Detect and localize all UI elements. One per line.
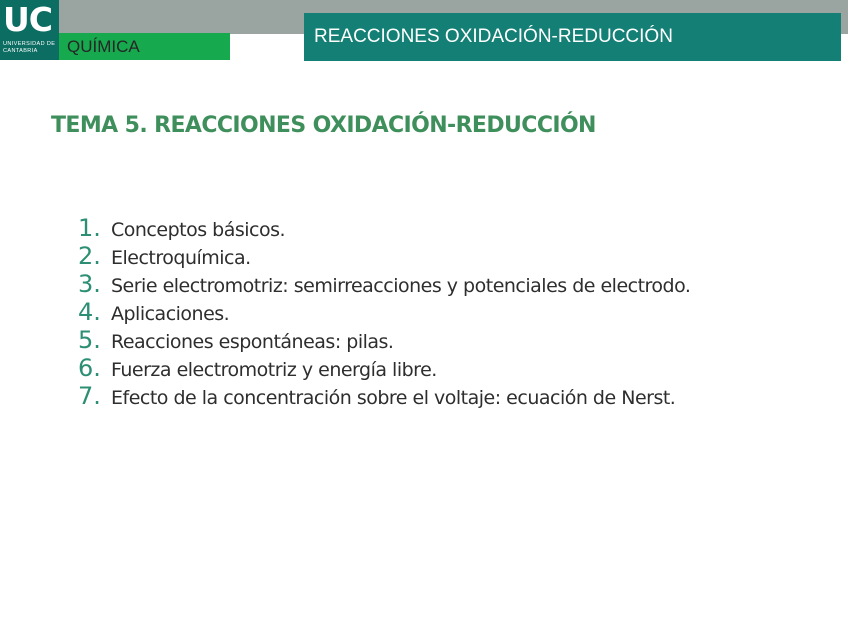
slide-title: TEMA 5. REACCIONES OXIDACIÓN-REDUCCIÓN <box>51 113 596 138</box>
topic-number: 4. <box>78 298 101 326</box>
topic-item <box>78 270 690 298</box>
title-banner <box>304 13 841 61</box>
topic-number: 1. <box>78 214 101 242</box>
topic-number: 3. <box>78 270 101 298</box>
university-logo <box>0 0 59 60</box>
topic-number: 6. <box>78 354 101 382</box>
topic-item <box>78 298 690 326</box>
topic-list <box>78 214 690 410</box>
topic-item <box>78 326 690 354</box>
topic-number: 5. <box>78 326 101 354</box>
logo-subtext: UNIVERSIDAD DE CANTABRIA <box>3 41 56 54</box>
topic-item <box>78 242 690 270</box>
topic-item <box>78 214 690 242</box>
subject-tag <box>59 33 230 60</box>
topic-text: Conceptos básicos. <box>111 219 286 241</box>
topic-text: Reacciones espontáneas: pilas. <box>111 331 394 353</box>
topic-text: Fuerza electromotriz y energía libre. <box>111 359 437 381</box>
subject-label: QUÍMICA <box>67 37 140 56</box>
topic-text: Efecto de la concentración sobre el voltaje: ecuación de Nerst. <box>111 387 676 409</box>
topic-text: Aplicaciones. <box>111 303 230 325</box>
banner-title: REACCIONES OXIDACIÓN-REDUCCIÓN <box>314 26 673 47</box>
topic-text: Serie electromotriz: semirreacciones y potenciales de electrodo. <box>111 275 691 297</box>
topic-number: 7. <box>78 382 101 410</box>
topic-number: 2. <box>78 242 101 270</box>
topic-item <box>78 354 690 382</box>
topic-text: Electroquímica. <box>111 247 251 269</box>
logo-mark: UC <box>3 0 53 39</box>
topic-item <box>78 382 690 410</box>
